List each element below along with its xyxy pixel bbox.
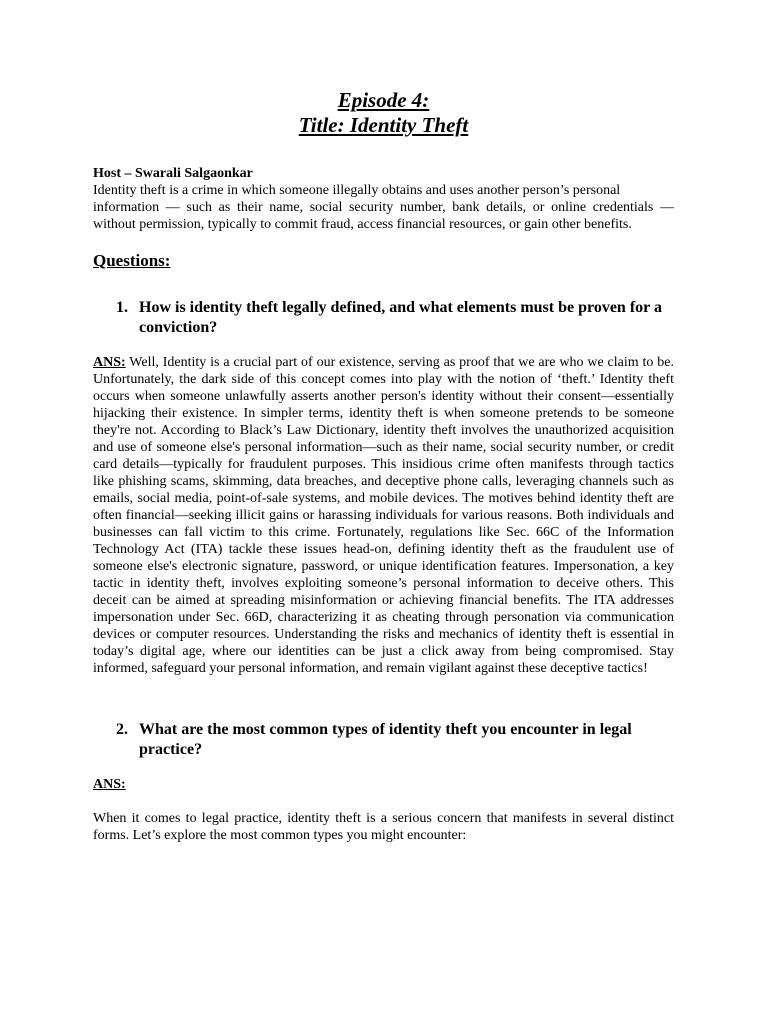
- answer-1: [93, 354, 674, 677]
- question-1: [116, 298, 674, 338]
- answer-1-text: Well, Identity is a crucial part of our existence, serving as proof that we are who we claim to be. Unfortunately, the dark side of this concept comes into play with the notion of ‘theft.’ Identity theft occurs when someone unlawfully asserts another person's identity without their consent—essentially hijacking their existence. In simpler terms, identity theft is when someone pretends to be someone they're not. According to Black’s Law Dictionary, identity theft involves the unauthorized acquisition and use of someone else's personal information—such as their name, social security number, or credit card details—typically for fraudulent purposes. This insidious crime often manifests through tactics like phishing scams, skimming, data breaches, and deceptive phone calls, leveraging channels such as emails, social media, point-of-sale systems, and mobile devices. The motives behind identity theft are often financial—seeking illicit gains or harassing individuals for various reasons. Both individuals and businesses can fall victim to this crime. Fortunately, regulations like Sec. 66C of the Information Technology Act (ITA) tackle these issues head-on, defining identity theft as the fraudulent use of someone else's electronic signature, password, or unique identification features. Impersonation, a key tactic in identity theft, involves exploiting someone’s personal information to deceive others. This deceit can be aimed at spreading misinformation or achieving financial benefits. The ITA addresses impersonation under Sec. 66D, characterizing it as cheating through personation via communication devices or computer resources. Understanding the risks and mechanics of identity theft is essential in today’s digital age, where our identities can be just a click away from being compromised. Stay informed, safeguard your personal information, and remain vigilant against these deceptive tactics!: [93, 355, 674, 676]
- answer-2-text: When it comes to legal practice, identity theft is a serious concern that manifests in several distinct forms. Let’s explore the most common types you might encounter:: [93, 811, 674, 843]
- intro-line-2: information — such as their name, social security number, bank details, or online credentials — without permission, typically to commit fraud, access financial resources, or gain other benefits.: [93, 200, 674, 232]
- title-block: [93, 88, 674, 138]
- question-1-text: How is identity theft legally defined, and what elements must be proven for a conviction?: [139, 299, 662, 336]
- answer-1-label: ANS:: [93, 355, 126, 370]
- host-name: Host – Swarali Salgaonkar: [93, 166, 253, 181]
- answer-2-label-row: [93, 776, 674, 793]
- intro-line-1: Identity theft is a crime in which someone illegally obtains and uses another person’s personal: [93, 183, 621, 198]
- question-1-number: 1.: [116, 299, 128, 316]
- episode-heading: Episode 4:: [337, 88, 430, 112]
- questions-heading: Questions:: [93, 251, 171, 270]
- episode-title: Title: Identity Theft: [298, 113, 469, 137]
- question-2: [116, 720, 674, 760]
- answer-2-label: ANS:: [93, 777, 126, 792]
- question-2-number: 2.: [116, 721, 128, 738]
- question-2-text: What are the most common types of identity theft you encounter in legal practice?: [139, 721, 632, 758]
- document-content: [93, 88, 674, 844]
